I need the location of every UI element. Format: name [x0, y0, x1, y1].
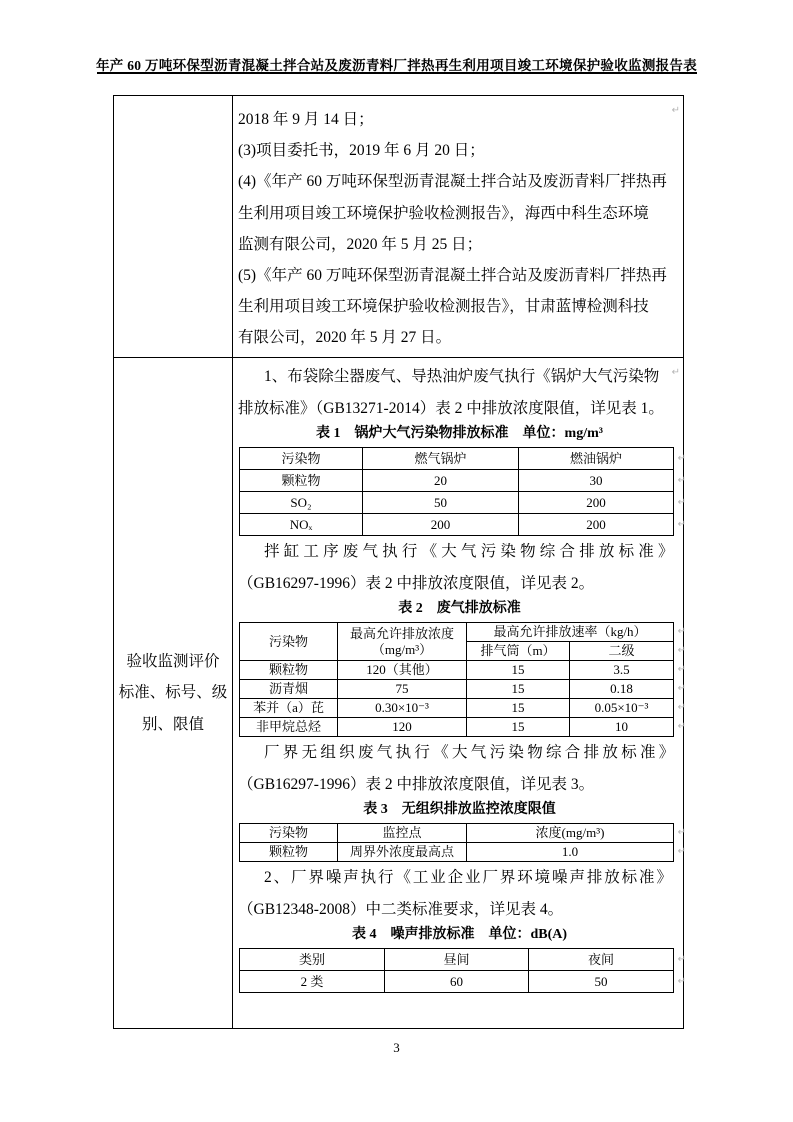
table-cell: 0.05×10⁻³ ↵ — [570, 699, 674, 718]
text-line: 验收监测评价 — [126, 653, 220, 671]
table-cell: 颗粒物 — [240, 843, 338, 862]
table-cell: 二级 ↵ — [570, 642, 674, 661]
table-row — [240, 623, 674, 642]
row1-label-cell — [114, 96, 233, 358]
table-row — [240, 470, 674, 492]
inner-table — [239, 948, 674, 993]
table-cell: 昼间 — [385, 949, 529, 971]
table-cell: 颗粒物 — [240, 470, 363, 492]
table1-boiler-emission-standard — [238, 447, 681, 536]
table1-caption: 表 1 锅炉大气污染物排放标准 单位：mg/m³ — [316, 426, 603, 441]
table-cell: 20 — [363, 470, 519, 492]
table-cell: 15 — [467, 680, 570, 699]
table-cell: 排气筒（m） — [467, 642, 570, 661]
table-row — [240, 492, 674, 514]
text-line: （GB16297-1996）表 2 中排放浓度限值，详见表 2。 — [238, 574, 595, 592]
text-line: （GB12348-2008）中二类标准要求，详见表 4。 — [238, 900, 564, 918]
inner-table — [239, 622, 674, 737]
table3-fugitive-emission-limits — [238, 823, 681, 862]
row2-content-cell — [233, 358, 683, 1028]
table-cell: 0.30×10⁻³ — [338, 699, 467, 718]
text-line: 2、厂界噪声执行《工业企业厂界环境噪声排放标准》 — [264, 869, 674, 886]
text-line: 拌缸工序废气执行《大气污染物综合排放标准》 — [264, 543, 678, 560]
text-line: (4)《年产 60 万吨环保型沥青混凝土拌合站及废沥青料厂拌热再 — [238, 173, 667, 191]
table-cell: 200 ↵ — [519, 492, 674, 514]
table-row — [240, 661, 674, 680]
table-cell: 夜间 ↵ — [529, 949, 674, 971]
table-cell: 75 — [338, 680, 467, 699]
table-cell: 最高允许排放浓度 （mg/m³） — [338, 623, 467, 661]
table-cell: 污染物 — [240, 824, 338, 843]
text-line: 1、布袋除尘器废气、导热油炉废气执行《锅炉大气污染物 — [264, 368, 660, 385]
para-mixer-exhaust-standard — [238, 536, 681, 599]
table-row — [240, 824, 674, 843]
table-cell: NOₓ — [240, 514, 363, 536]
table2-caption: 表 2 废气排放标准 — [398, 601, 521, 616]
report-table — [113, 95, 684, 1029]
table-cell: 50 — [363, 492, 519, 514]
table-cell: 2 类 — [240, 971, 385, 993]
document-title: 年产 60 万吨环保型沥青混凝土拌合站及废沥青料厂拌热再生利用项目竣工环境保护验收监测报告表 — [95, 58, 698, 73]
table-cell: 苯并（a）芘 — [240, 699, 338, 718]
table-cell: 周界外浓度最高点 — [338, 843, 467, 862]
text-line: 监测有限公司，2020 年 5 月 25 日； — [238, 235, 483, 253]
table-cell: 15 — [467, 699, 570, 718]
table-cell: 燃油锅炉 ↵ — [519, 448, 674, 470]
table-cell: 200 ↵ — [519, 514, 674, 536]
table-row — [240, 448, 674, 470]
text-line: 厂界无组织废气执行《大气污染物综合排放标准》 — [264, 744, 678, 761]
page-number: 3 — [393, 1040, 400, 1055]
table-cell: 50 ↵ — [529, 971, 674, 993]
table-row — [240, 949, 674, 971]
table-cell: 燃气锅炉 — [363, 448, 519, 470]
table-cell: 120（其他） — [338, 661, 467, 680]
row2-label-cell — [114, 358, 233, 1028]
table-cell: 非甲烷总烃 — [240, 718, 338, 737]
table-row — [240, 680, 674, 699]
text-line: 有限公司，2020 年 5 月 27 日。 — [238, 329, 452, 347]
table-row — [240, 514, 674, 536]
table-cell: 1.0 ↵ — [467, 843, 674, 862]
text-line: 别、限值 — [141, 715, 204, 733]
table-cell: 污染物 — [240, 623, 338, 661]
table-cell: 最高允许排放速率（kg/h） ↵ — [467, 623, 674, 642]
table-cell: 颗粒物 — [240, 661, 338, 680]
table-cell: 15 — [467, 718, 570, 737]
table-cell: 3.5 ↵ — [570, 661, 674, 680]
table-cell: 60 — [385, 971, 529, 993]
table3-caption: 表 3 无组织排放监控浓度限值 — [363, 802, 556, 817]
text-line: (3)项目委托书，2019 年 6 月 20 日； — [238, 142, 485, 160]
table-cell: SO₂ — [240, 492, 363, 514]
table-cell: 30 ↵ — [519, 470, 674, 492]
text-line: 生利用项目竣工环境保护验收检测报告》，海西中科生态环境 — [238, 204, 649, 222]
inner-table — [239, 447, 674, 536]
row1-content-cell — [233, 96, 683, 358]
table-cell: 15 — [467, 661, 570, 680]
table-cell: 监控点 — [338, 824, 467, 843]
table4-noise-emission-standard — [238, 948, 681, 993]
table-cell: 类别 — [240, 949, 385, 971]
table-cell: 120 — [338, 718, 467, 737]
para-fugitive-emission-standard — [238, 737, 681, 800]
table-cell: 0.18 ↵ — [570, 680, 674, 699]
table-row — [240, 971, 674, 993]
table-cell: 污染物 — [240, 448, 363, 470]
text-line: （GB16297-1996）表 2 中排放浓度限值，详见表 3。 — [238, 775, 595, 793]
para-boiler-standard — [238, 361, 681, 424]
table-row — [240, 699, 674, 718]
table4-caption: 表 4 噪声排放标准 单位：dB(A) — [351, 927, 568, 942]
table-cell: 浓度(mg/m³) ↵ — [467, 824, 674, 843]
table-cell: 200 — [363, 514, 519, 536]
table2-exhaust-emission-standard — [238, 622, 681, 737]
text-line: 生利用项目竣工环境保护验收检测报告》，甘肃蓝博检测科技 — [238, 298, 649, 316]
table-row — [240, 718, 674, 737]
header-rule — [97, 72, 697, 74]
table-cell: 10 ↵ — [570, 718, 674, 737]
text-line: 2018 年 9 月 14 日； — [238, 111, 374, 128]
table-cell: 沥青烟 — [240, 680, 338, 699]
table-row — [240, 843, 674, 862]
inner-table — [239, 823, 674, 862]
text-line: 标准、标号、级 — [118, 684, 228, 702]
text-line: (5)《年产 60 万吨环保型沥青混凝土拌合站及废沥青料厂拌热再 — [238, 267, 667, 285]
text-line: 排放标准》（GB13271-2014）表 2 中排放浓度限值，详见表 1。 — [238, 399, 664, 417]
para-noise-standard — [238, 862, 681, 925]
